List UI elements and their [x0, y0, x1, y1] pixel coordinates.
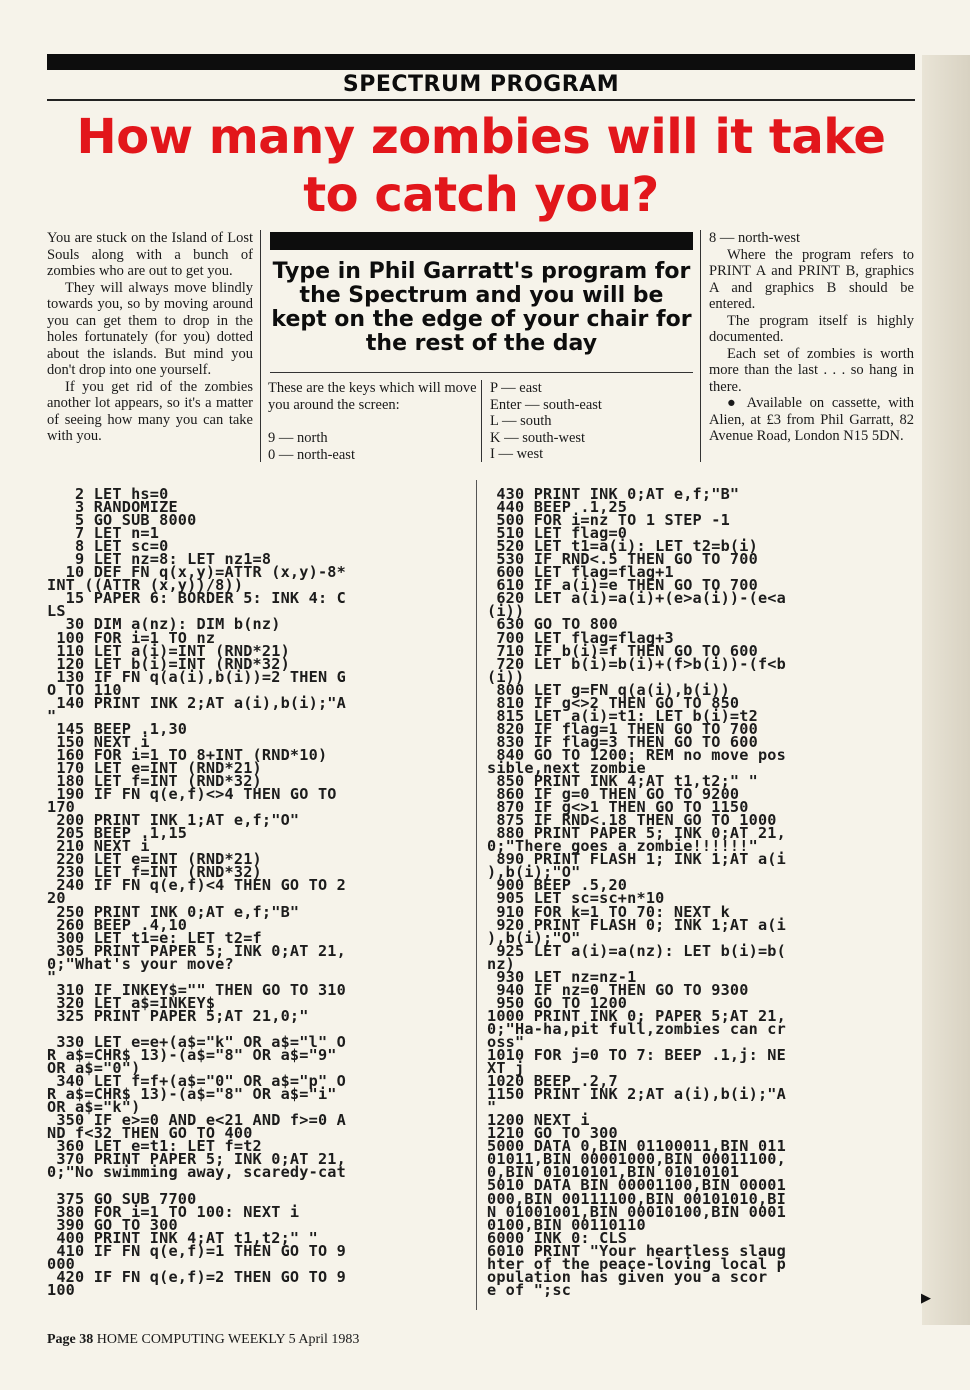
availability-note: ● Available on cassette, with Alien, at £3 from Phil Garratt, 82 Avenue Road, London N15 5DN. — [709, 395, 914, 444]
key-item: L — south — [490, 413, 552, 429]
next-page-edge — [922, 55, 970, 1325]
headline: How many zombies will it take to catch you? — [76, 109, 886, 223]
key-item: P — east — [490, 380, 542, 396]
column-divider — [700, 230, 701, 462]
intro-paragraph: The program itself is highly documented. — [709, 312, 914, 345]
column-divider — [481, 380, 482, 462]
intro-paragraph: They will always move blindly towards you, so by moving around you can get them to drop in the holes fortunately (for you) dotted about the islands. But mind you don't drop into one yourself. — [47, 279, 253, 378]
keys-intro: These are the keys which will move you around the screen: — [268, 380, 477, 413]
intro-paragraph: Each set of zombies is worth more than the last . . . so hang in there. — [709, 345, 914, 395]
program-listing-left: 2 LET hs=0 3 RANDOMIZE 5 GO SUB 8000 7 LET n=1 8 LET sc=0 9 LET nz=8: LET nz1=8 10 DEF FN q(x,y)=ATTR (x,y)-8* INT ((ATTR (x,y))/8)) 15 PAPER 6: BORDER 5: INK 4: C LS 30 DIM a(nz): DIM b(nz) 100 FOR i=1 TO nz 110 LET a(i)=INT (RND*21) 120 LET b(i)=INT (RND*32) 130 IF FN q(a(i),b(i))=2 THEN G O TO 110 140 PRINT INK 2;AT a(i),b(i);"A " 145 BEEP .1,30 150 NEXT i 160 FOR i=1 TO 8+INT (RND*10) 170 LET e=INT (RND*21) 180 LET f=INT (RND*32) 190 IF FN q(e,f)<>4 THEN GO TO 170 200 PRINT INK 1;AT e,f;"O" 205 BEEP .1,15 210 NEXT i 220 LET e=INT (RND*21) 230 LET f=INT (RND*32) 240 IF FN q(e,f)<4 THEN GO TO 2 20 250 PRINT INK 0;AT e,f;"B" 260 BEEP .4,10 300 LET t1=e: LET t2=f 305 PRINT PAPER 5; INK 0;AT 21, 0;"What's your move? " 310 IF INKEY$="" THEN GO TO 310 320 LET a$=INKEY$ 325 PRINT PAPER 5;AT 21,0;" 330 LET e=e+(a$="k" OR a$="l" O R a$=CHR$ 13)-(a$="8" OR a$="9" OR a$="0") 340 LET f=f+(a$="0" OR a$="p" O R a$=CHR$ 13)-(a$="8" OR a$="i" OR a$="k") 350 IF e>=0 AND e<21 AND f>=0 A ND f<32 THEN GO TO 400 360 LET e=t1: LET f=t2 370 PRINT PAPER 5; INK 0;AT 21, 0;"No swimming away, scaredy-cat 375 GO SUB 7700 380 FOR i=1 TO 100: NEXT i 390 GO TO 300 400 PRINT INK 4;AT t1,t2;" " 410 IF FN q(e,f)=1 THEN GO TO 9 000 420 IF FN q(e,f)=2 THEN GO TO 9 100 — [47, 485, 346, 1299]
key-item: 0 — north-east — [268, 446, 355, 463]
page-number: Page 38 — [47, 1332, 94, 1347]
keys-list-b — [490, 380, 690, 463]
intro-right-column — [709, 230, 914, 445]
intro-left-column — [47, 230, 253, 445]
program-listing-right: 430 PRINT INK 0;AT e,f;"B" 440 BEEP .1,25 500 FOR i=nz TO 1 STEP -1 510 LET flag=0 520 LET t1=a(i): LET t2=b(i) 530 IF RND<.5 THEN GO TO 700 600 LET flag=flag+1 610 IF a(i)=e THEN GO TO 700 620 LET a(i)=a(i)+(e>a(i))-(e<a (i)) 630 GO TO 800 700 LET flag=flag+3 710 IF b(i)=f THEN GO TO 600 720 LET b(i)=b(i)+(f>b(i))-(f<b (i)) 800 LET g=FN q(a(i),b(i)) 810 IF g<>2 THEN GO TO 850 815 LET a(i)=t1: LET b(i)=t2 820 IF flag=1 THEN GO TO 700 830 IF flag=3 THEN GO TO 600 840 GO TO 1200: REM no move pos sible,next zombie 850 PRINT INK 4;AT t1,t2;" " 860 IF g=0 THEN GO TO 9200 870 IF g<>1 THEN GO TO 1150 875 IF RND<.18 THEN GO TO 1000 880 PRINT PAPER 5; INK 0;AT 21, 0;"There goes a zombie!!!!!!" 890 PRINT FLASH 1; INK 1;AT a(i ),b(i);"O" 900 BEEP .5,20 905 LET sc=sc+n*10 910 FOR k=1 TO 70: NEXT k 920 PRINT FLASH 0; INK 1;AT a(i ),b(i);"O" 925 LET a(i)=a(nz): LET b(i)=b( nz) 930 LET nz=nz-1 940 IF nz=0 THEN GO TO 9300 950 GO TO 1200 1000 PRINT INK 0; PAPER 5;AT 21, 0;"Ha-ha,pit full,zombies can cr oss" 1010 FOR j=0 TO 7: BEEP .1,j: NE XT j 1020 BEEP .2,7 1150 PRINT INK 2;AT a(i),b(i);"A " 1200 NEXT i 1210 GO TO 300 5000 DATA 0,BIN 01100011,BIN 011 01011,BIN 00001000,BIN 00011100, 0,BIN 01010101,BIN 01010101 5010 DATA BIN 00001100,BIN 00001 000,BIN 00111100,BIN 00101010,BI N 01001001,BIN 00010100,BIN 0001 0100,BIN 00110110 6000 INK 0: CLS 6010 PRINT "Your heartless slaug hter of the peace-loving local p opulation has given you a scor e of ";sc — [487, 485, 786, 1299]
key-item: 9 — north — [268, 430, 328, 446]
column-divider — [260, 230, 261, 462]
header-bar — [47, 54, 915, 70]
listing-divider — [476, 480, 477, 1310]
standfirst-rule — [270, 372, 693, 373]
intro-paragraph: Where the program refers to PRINT A and PRINT B, graphics A and graphics B should be entered. — [709, 246, 914, 312]
keys-list-a — [268, 430, 478, 463]
standfirst-bar — [270, 232, 693, 250]
key-item: Enter — south-east — [490, 396, 602, 413]
magazine-issue: HOME COMPUTING WEEKLY 5 April 1983 — [96, 1332, 360, 1347]
standfirst: Type in Phil Garratt's program for the Spectrum and you will be kept on the edge of your chair for the rest of the day — [271, 259, 692, 356]
continue-arrow-icon: ▶ — [921, 1291, 931, 1306]
key-item: 8 — north-west — [709, 230, 801, 246]
intro-paragraph: If you get rid of the zombies another lot appears, so it's a matter of seeing how many you can take with you. — [47, 378, 253, 444]
page-footer — [47, 1332, 547, 1348]
key-item: K — south-west — [490, 429, 586, 446]
intro-paragraph: You are stuck on the Island of Lost Souls along with a bunch of zombies who are out to get you. — [47, 230, 253, 279]
section-rule — [47, 99, 915, 101]
key-item: I — west — [490, 446, 544, 462]
section-title: SPECTRUM PROGRAM — [342, 72, 620, 97]
